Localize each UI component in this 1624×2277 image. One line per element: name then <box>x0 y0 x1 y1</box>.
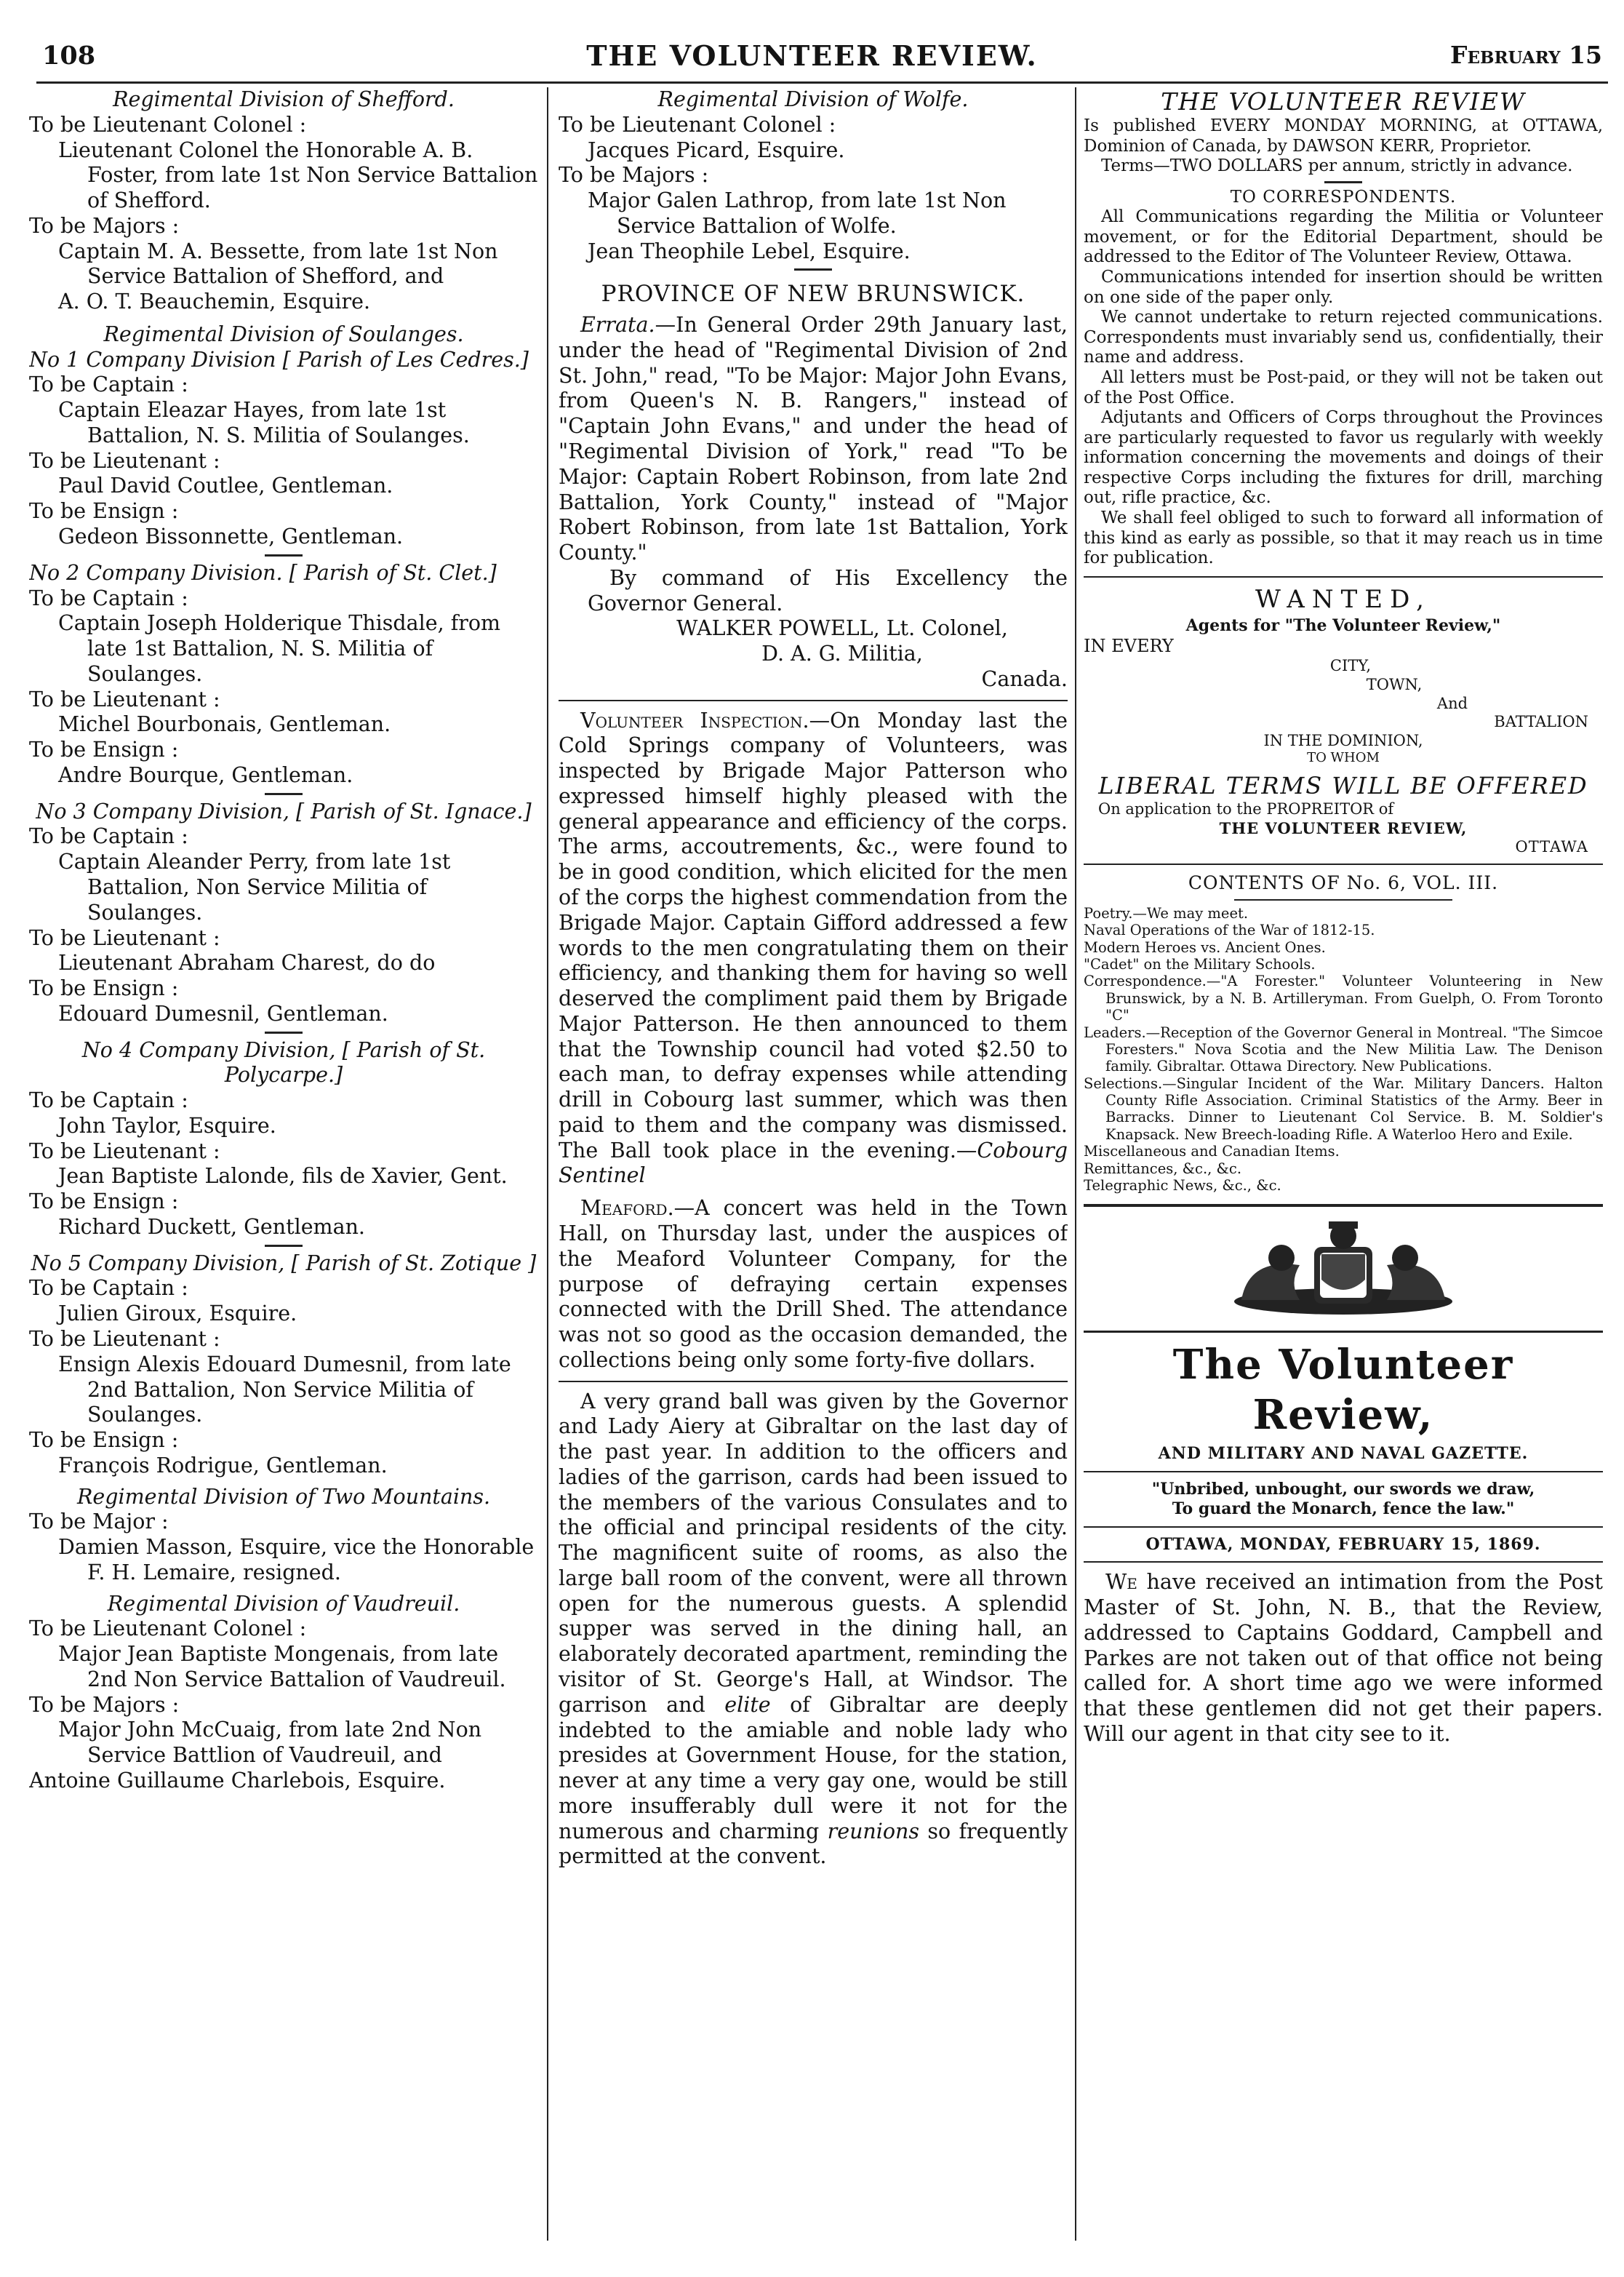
separator-dash <box>265 554 303 557</box>
appointment-entry: Captain Joseph Holderique Thisdale, from late 1st Battalion, N. S. Militia of Soulanges. <box>58 611 501 686</box>
appointment-entry: Damien Masson, Esquire, vice the Honorable F. H. Lemaire, resigned. <box>58 1535 535 1584</box>
appointment-entry: Captain Eleazar Hayes, from late 1st Battalion, N. S. Militia of Soulanges. <box>58 398 470 447</box>
section-heading: Regimental Division of Wolfe. <box>657 87 969 111</box>
section-rule <box>1084 1204 1603 1207</box>
contents-item: Poetry.—We may meet. <box>1084 904 1249 922</box>
errata-text: —In General Order 29th January last, under the head of "Regimental Division of 2nd St. John," read, "To be Major: Major John Evans, from Queen's N. B. Rangers," instead of "Captain John Evans," and under the head of "Regimental Division of York," read "To be Major: Captain Robert Robinson, from late 2nd Battalion, York County," instead of "Major Robert Robinson, from late 1st Battalion, York County." <box>559 313 1068 565</box>
errata-paragraph <box>559 313 1068 566</box>
appointment-rank: To be Ensign : <box>29 1189 179 1214</box>
company-heading: No 3 Company Division, [ Parish of St. Ignace.] <box>36 799 532 824</box>
agents-line: Agents for "The Volunteer Review," <box>1185 616 1501 636</box>
appointment-rank: To be Majors : <box>559 163 709 188</box>
appointment-entry: Edouard Dumesnil, Gentleman. <box>58 1001 388 1026</box>
separator-dash <box>265 1032 303 1034</box>
editorial-lead: We <box>1105 1570 1137 1595</box>
appointment-rank: To be Major : <box>29 1510 169 1534</box>
column-divider <box>547 87 548 2241</box>
appointment-rank: To be Lieutenant Colonel : <box>29 1616 307 1641</box>
errata-label: Errata. <box>580 313 655 338</box>
appointment-rank: To be Ensign : <box>29 976 179 1001</box>
contents-item: Telegraphic News, &c., &c. <box>1084 1177 1281 1195</box>
publication-notice: Is published EVERY MONDAY MORNING, at OTTAWA, Dominion of Canada, by DAWSON KERR, Proprietor. <box>1084 116 1603 156</box>
contents-list <box>1084 905 1603 1195</box>
contents-item: Leaders.—Reception of the Governor General in Montreal. "The Simcoe Foresters." Nova Scotia and the New Militia Law. The Denison family. Gibraltar. Ottawa Directory. New Publications. <box>1084 1024 1603 1075</box>
ball-paragraph <box>559 1389 1068 1870</box>
meaford-paragraph <box>559 1196 1068 1373</box>
appointment-rank: To be Captain : <box>29 372 188 397</box>
editorial-text: have received an intimation from the Post Master of St. John, N. B., that the Review, addressed to Captains Goddard, Campbell and Parkes are not taken out of that office not being called for. A short time ago we were informed that these gentlemen did not get their papers. Will our agent in that city see to it. <box>1084 1570 1603 1746</box>
ball-italic-word: elite <box>724 1692 771 1717</box>
header-rule <box>36 81 1608 84</box>
ball-text: so frequently permitted at the convent. <box>559 1819 1068 1869</box>
ad-line: CITY, <box>1329 657 1372 675</box>
correspondents-paragraph: Communications intended for insertion should be written on one side of the paper only. <box>1084 267 1603 307</box>
appointment-rank: To be Lieutenant Colonel : <box>559 112 836 137</box>
appointment-entry: Richard Duckett, Gentleman. <box>58 1214 365 1239</box>
inspection-label: Volunteer Inspection. <box>580 708 809 733</box>
separator-dash <box>265 793 303 795</box>
appointment-rank: To be Captain : <box>29 586 188 610</box>
appointment-rank: To be Lieutenant : <box>29 1326 220 1351</box>
correspondents-paragraph: All Communications regarding the Militia or Volunteer movement, or for the Editorial Department, should be addressed to the Editor of The Volunteer Review, Ottawa. <box>1084 207 1603 267</box>
correspondents-heading: TO CORRESPONDENTS. <box>1230 188 1457 207</box>
ad-line: And <box>1436 694 1468 712</box>
masthead-title: The Volunteer Review, <box>1172 1341 1514 1439</box>
correspondents-paragraph: All letters must be Post-paid, or they will not be taken out of the Post Office. <box>1084 367 1603 407</box>
ad-line: TO WHOM <box>1307 750 1380 766</box>
wanted-heading: WANTED, <box>1255 584 1431 614</box>
column-2 <box>559 87 1068 2270</box>
ad-line: IN EVERY <box>1084 636 1174 657</box>
ad-line: BATTALION <box>1494 713 1588 731</box>
motto-line: "Unbribed, unbought, our swords we draw, <box>1151 1479 1535 1499</box>
inspection-text: —On Monday last the Cold Springs company of Volunteers, was inspected by Brigade Major Patterson who expressed himself highly pleased with the general appearance and efficiency of the corps. The arms, accoutrements, &c., were found to be in good condition, which elicited for the men of the corps the highest commendation from the Brigade Major. Captain Gifford addressed a few words to the men congratulating them on their efficiency, and thanking them for having so well deserved the compliment paid them by Brigade Major Patterson. He then announced to them that the Township council had voted $2.50 to each man, to defray expenses while attending drill in Cobourg last summer, which was then paid to them and the company was dismissed. The Ball took place in the evening.— <box>559 708 1068 1163</box>
ad-line: TOWN, <box>1366 676 1423 694</box>
meaford-text: —A concert was held in the Town Hall, on Thursday last, under the auspices of the Meaford Volunteer Company, for the purpose of defraying certain expenses connected with the Drill Shed. The attendance was not so good as the occasion demanded, the collections being only some forty-five dollars. <box>559 1196 1068 1372</box>
section-rule <box>1084 864 1603 865</box>
section-rule <box>1084 1561 1603 1563</box>
ad-line: On application to the PROPREITOR of <box>1098 800 1394 818</box>
separator-dash <box>794 268 832 271</box>
column-divider <box>1075 87 1076 2241</box>
appointment-rank: To be Lieutenant : <box>29 448 220 473</box>
appointment-entry: Paul David Coutlee, Gentleman. <box>58 474 393 498</box>
section-rule <box>559 1381 1068 1382</box>
appointment-entry: A. O. T. Beauchemin, Esquire. <box>58 290 371 314</box>
company-heading: No 2 Company Division. [ Parish of St. Clet.] <box>29 560 497 585</box>
section-heading: Regimental Division of Vaudreuil. <box>107 1591 460 1616</box>
section-heading: Regimental Division of Soulanges. <box>103 322 464 346</box>
correspondents-paragraph: We shall feel obliged to such to forward all information of this kind as early as possible, so that it may reach us in time for publication. <box>1084 509 1603 568</box>
section-rule <box>559 700 1068 701</box>
appointment-entry: François Rodrigue, Gentleman. <box>58 1453 388 1478</box>
province-heading: PROVINCE OF NEW BRUNSWICK. <box>601 281 1025 308</box>
separator-dash <box>265 1245 303 1247</box>
section-rule <box>1084 1526 1603 1528</box>
ball-italic-word: reunions <box>827 1819 920 1843</box>
contents-item: Miscellaneous and Canadian Items. <box>1084 1143 1340 1160</box>
appointment-entry: Antoine Guillaume Charlebois, Esquire. <box>29 1768 446 1793</box>
meaford-label: Meaford. <box>580 1196 674 1221</box>
contents-item: Correspondence.—"A Forester." Volunteer Volunteering in New Brunswick, by a N. B. Artilleryman. From Guelph, O. From Toronto "C" <box>1084 973 1603 1024</box>
appointment-entry: Captain Aleander Perry, from late 1st Battalion, Non Service Militia of Soulanges. <box>58 850 451 925</box>
inspection-paragraph <box>559 709 1068 1189</box>
appointment-entry: Gedeon Bissonnette, Gentleman. <box>58 525 404 549</box>
appointment-entry: Andre Bourque, Gentleman. <box>58 762 353 787</box>
ball-text: A very grand ball was given by the Governor and Lady Aiery at Gibraltar on the last day of the past year. In addition to the officers and ladies of the garrison, cards had been issued to the members of the various Consulates and to the official and principal residents of the city. The magnificent suite of rooms, as also the large ball room of the convent, were all thrown open for the numerous guests. A splendid supper was served in the dining hall, an elaborately decorated apartment, reminding the visitor of St. George's Hall, at Windsor. The garrison and <box>559 1389 1068 1717</box>
ball-text: of Gibraltar are deeply indebted to the amiable and noble lady who presides at Government House, for the station, never at any time a very gay one, would be still more insufferably dull were it not for the numerous and charming <box>559 1692 1068 1843</box>
appointment-entry: Ensign Alexis Edouard Dumesnil, from late 2nd Battalion, Non Service Militia of Soulanges. <box>58 1352 511 1427</box>
section-rule <box>1084 576 1603 578</box>
appointment-rank: To be Majors : <box>29 1692 180 1717</box>
inspection-source: Cobourg Sentinel <box>559 1138 1068 1188</box>
column-1 <box>29 87 538 2270</box>
appointment-rank: To be Captain : <box>29 1088 188 1113</box>
contents-heading: CONTENTS OF No. 6, VOL. III. <box>1188 872 1499 894</box>
running-date: February 15 <box>1450 41 1602 69</box>
column-3 <box>1084 87 1603 2270</box>
liberal-terms: LIBERAL TERMS WILL BE OFFERED <box>1098 772 1588 800</box>
section-rule <box>1084 1331 1603 1333</box>
contents-item: Selections.—Singular Incident of the War. Military Dancers. Halton County Rifle Association. Criminal Statistics of the Army. Beer in Barracks. Dinner to Lieutenant Col Service. B. M. Soldier's Knapsack. New Breech-loading Rifle. A Waterloo Hero and Exile. <box>1084 1074 1603 1143</box>
appointment-entry: Jean Theophile Lebel, Esquire. <box>588 239 911 263</box>
appointment-entry: Lieutenant Colonel the Honorable A. B. Foster, from late 1st Non Service Battalion of Shefford. <box>58 137 538 213</box>
appointment-rank: To be Captain : <box>29 1276 188 1301</box>
appointment-entry: Lieutenant Abraham Charest, do do <box>58 951 436 976</box>
appointment-entry: Julien Giroux, Esquire. <box>58 1301 297 1326</box>
correspondents-paragraph: We cannot undertake to return rejected communications. Correspondents must invariably send us, confidentially, their name and address. <box>1084 308 1603 367</box>
page-number: 108 <box>42 41 96 71</box>
company-heading: No 4 Company Division, [ Parish of St. Polycarpe.] <box>81 1037 486 1088</box>
appointment-rank: To be Ensign : <box>29 738 179 762</box>
appointment-entry: Jean Baptiste Lalonde, fils de Xavier, Gent. <box>58 1164 508 1189</box>
company-heading: No 1 Company Division [ Parish of Les Cedres.] <box>29 347 529 372</box>
signature-name: WALKER POWELL, Lt. Colonel, <box>676 616 1008 641</box>
ad-line: IN THE DOMINION, <box>1263 731 1423 749</box>
publication-title: THE VOLUNTEER REVIEW <box>1161 87 1526 116</box>
section-heading: Regimental Division of Shefford. <box>113 87 455 111</box>
masthead-subtitle: AND MILITARY AND NAVAL GAZETTE. <box>1158 1444 1529 1464</box>
ad-line: THE VOLUNTEER REVIEW, <box>1219 819 1468 838</box>
company-heading: No 5 Company Division, [ Parish of St. Zotique ] <box>31 1251 537 1275</box>
command-line: By command of His Excellency the Governor General. <box>588 565 1068 615</box>
signature-title: D. A. G. Militia, <box>761 642 923 666</box>
contents-item: Remittances, &c., &c. <box>1084 1160 1242 1177</box>
appointment-rank: To be Lieutenant : <box>29 687 220 711</box>
section-rule <box>1084 1471 1603 1472</box>
signature-place: Canada. <box>981 666 1068 691</box>
motto-line: To guard the Monarch, fence the law." <box>1172 1499 1515 1518</box>
contents-item: Modern Heroes vs. Ancient Ones. <box>1084 938 1326 956</box>
running-title: THE VOLUNTEER REVIEW. <box>586 39 1038 72</box>
appointment-rank: To be Ensign : <box>29 499 179 524</box>
appointment-rank: To be Majors : <box>29 213 180 238</box>
appointment-entry: Major Jean Baptiste Mongenais, from late 2nd Non Service Battalion of Vaudreuil. <box>58 1642 506 1691</box>
section-heading: Regimental Division of Two Mountains. <box>76 1484 491 1509</box>
appointment-rank: To be Lieutenant : <box>29 925 220 950</box>
separator-dash <box>1324 181 1362 183</box>
appointment-entry: Major John McCuaig, from late 2nd Non Service Battlion of Vaudreuil, and <box>58 1718 482 1768</box>
contents-item: "Cadet" on the Military Schools. <box>1084 955 1316 973</box>
appointment-entry: John Taylor, Esquire. <box>58 1113 276 1138</box>
appointment-entry: Michel Bourbonais, Gentleman. <box>58 712 391 737</box>
appointment-entry: Jacques Picard, Esquire. <box>588 137 845 162</box>
section-rule <box>1234 899 1452 901</box>
editorial-paragraph <box>1084 1570 1603 1747</box>
issue-dateline: OTTAWA, MONDAY, FEBRUARY 15, 1869. <box>1145 1534 1541 1554</box>
correspondents-paragraph: Adjutants and Officers of Corps throughout the Provinces are particularly requested to favor us regularly with weekly information concerning the movements and doings of their respective Corps including the fixtures for drill, marching out, rifle practice, &c. <box>1084 408 1603 508</box>
royal-crest-icon <box>1220 1214 1467 1323</box>
appointment-rank: To be Lieutenant : <box>29 1138 220 1163</box>
appointment-rank: To be Ensign : <box>29 1428 179 1453</box>
appointment-entry: Captain M. A. Bessette, from late 1st Non Service Battalion of Shefford, and <box>58 239 498 289</box>
appointment-rank: To be Captain : <box>29 824 188 849</box>
publication-terms: Terms—TWO DOLLARS per annum, strictly in advance. <box>1101 156 1573 176</box>
contents-item: Naval Operations of the War of 1812-15. <box>1084 922 1375 939</box>
appointment-rank: To be Lieutenant Colonel : <box>29 112 307 137</box>
appointment-entry: Major Galen Lathrop, from late 1st Non Service Battalion of Wolfe. <box>588 188 1007 238</box>
ad-line: OTTAWA <box>1515 837 1588 856</box>
